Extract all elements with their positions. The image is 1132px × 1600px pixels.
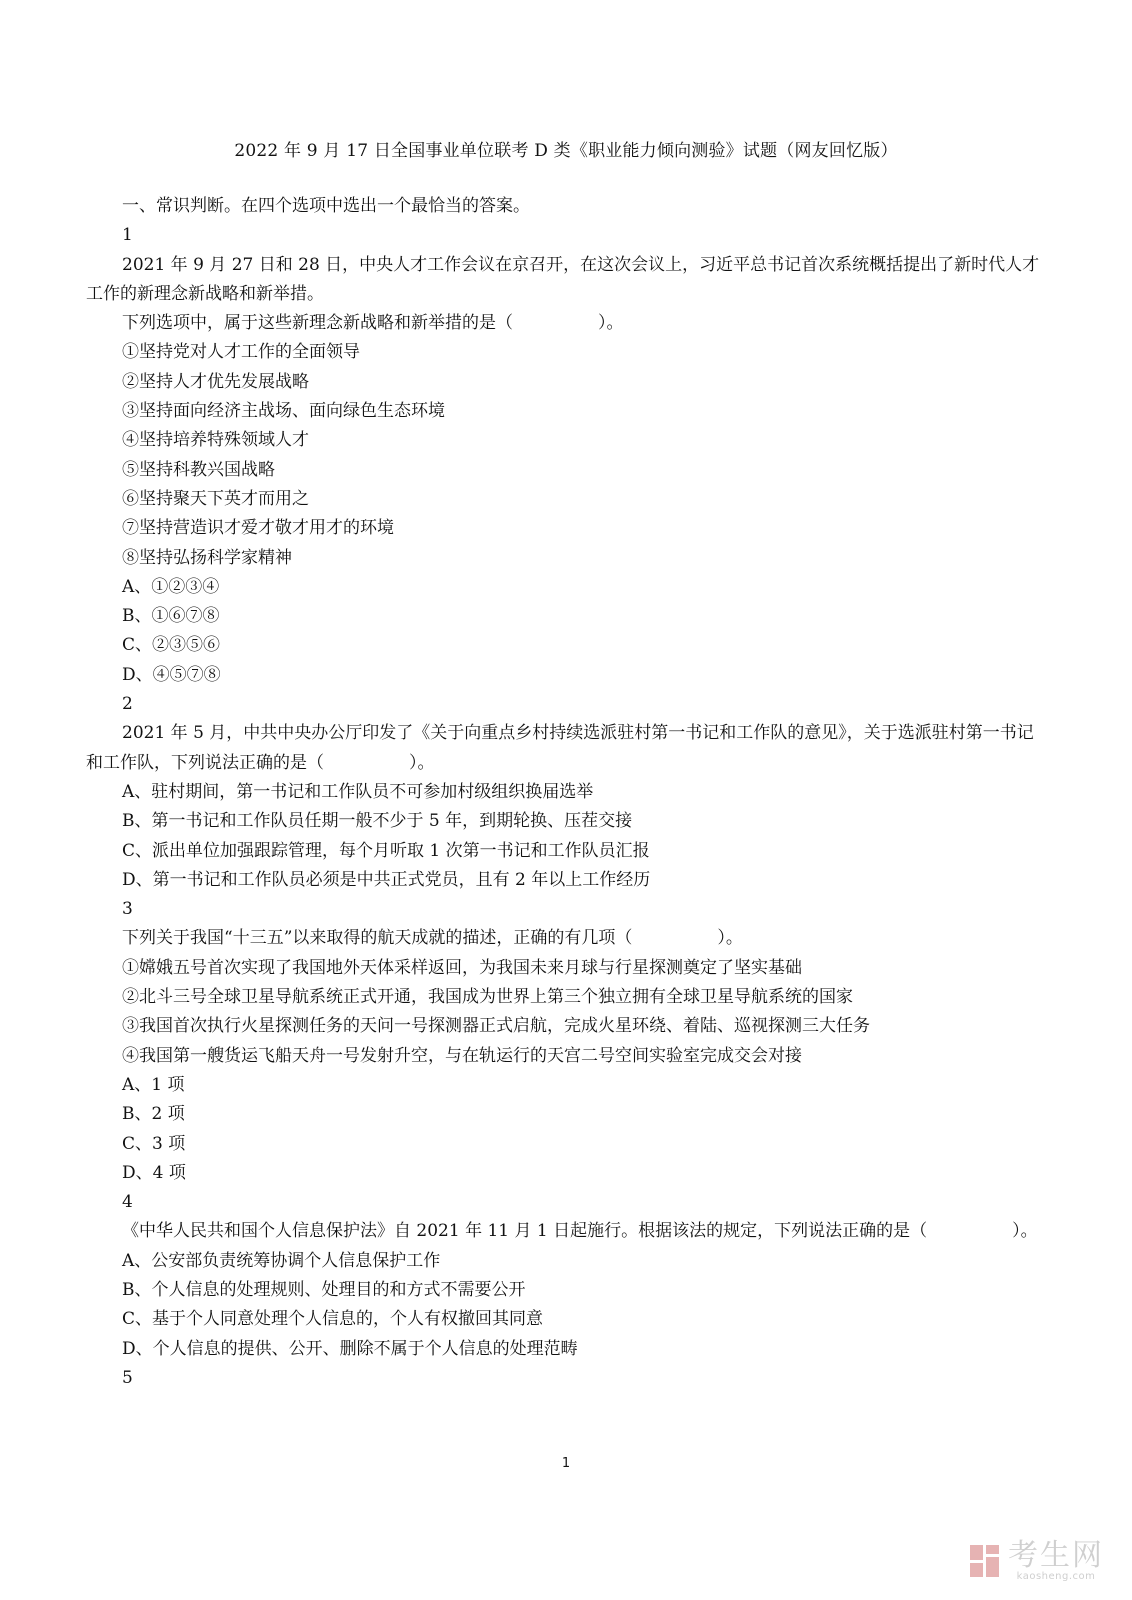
question-item: ①嫦娥五号首次实现了我国地外天体采样返回，为我国未来月球与行星探测奠定了坚实基础 <box>122 957 802 978</box>
question-item: ⑧坚持弘扬科学家精神 <box>122 547 292 568</box>
question-item: ③坚持面向经济主战场、面向绿色生态环境 <box>122 401 445 422</box>
watermark <box>968 1540 1104 1582</box>
page-number: 1 <box>561 1456 571 1471</box>
question-item: ④我国第一艘货运飞船天舟一号发射升空，与在轨运行的天宫二号空间实验室完成交会对接 <box>122 1045 802 1066</box>
answer-option: A、驻村期间，第一书记和工作队员不可参加村级组织换届选举 <box>122 781 594 802</box>
question-item: ①坚持党对人才工作的全面领导 <box>122 342 360 363</box>
question-item: ⑤坚持科教兴国战略 <box>122 459 275 480</box>
document-title: 2022 年 9 月 17 日全国事业单位联考 D 类《职业能力倾向测验》试题（网友回忆版） <box>234 141 898 161</box>
question-number: 3 <box>122 899 133 920</box>
question-number: 5 <box>122 1367 133 1388</box>
answer-option: A、1 项 <box>122 1074 185 1095</box>
question-item: ②坚持人才优先发展战略 <box>122 371 309 392</box>
answer-option: A、①②③④ <box>122 576 220 597</box>
question-prompt: 下列选项中，属于这些新理念新战略和新举措的是（ ）。 <box>122 313 624 334</box>
answer-option: D、4 项 <box>122 1162 186 1183</box>
question-stem: 2021 年 5 月，中共中央办公厅印发了《关于向重点乡村持续选派驻村第一书记和工作队的意见》，关于选派驻村第一书记和工作队，下列说法正确的是（ ）。 <box>86 723 1034 773</box>
question-stem: 《中华人民共和国个人信息保护法》自 2021 年 11 月 1 日起施行。根据该法的规定，下列说法正确的是（ ）。 <box>122 1221 1038 1242</box>
answer-option: A、公安部负责统筹协调个人信息保护工作 <box>122 1250 441 1271</box>
answer-option: C、派出单位加强跟踪管理，每个月听取 1 次第一书记和工作队员汇报 <box>122 840 650 861</box>
question-stem: 2021 年 9 月 27 日和 28 日，中央人才工作会议在京召开，在这次会议上，习近平总书记首次系统概括提出了新时代人才工作的新理念新战略和新举措。 <box>86 254 1040 304</box>
answer-option: C、3 项 <box>122 1133 186 1154</box>
answer-option: D、④⑤⑦⑧ <box>122 664 221 685</box>
kaosheng-logo-icon <box>968 1543 1002 1579</box>
question-prompt: 下列关于我国“十三五”以来取得的航天成就的描述，正确的有几项（ ）。 <box>122 928 743 949</box>
answer-option: C、②③⑤⑥ <box>122 635 221 656</box>
question-item: ④坚持培养特殊领域人才 <box>122 430 309 451</box>
question-number: 2 <box>122 694 133 715</box>
answer-option: D、第一书记和工作队员必须是中共正式党员，且有 2 年以上工作经历 <box>122 869 651 890</box>
answer-option: B、2 项 <box>122 1104 185 1125</box>
watermark-domain: kaosheng.com <box>1016 1571 1096 1582</box>
document-body <box>86 192 1048 1393</box>
answer-option: B、①⑥⑦⑧ <box>122 606 220 627</box>
question-item: ②北斗三号全球卫星导航系统正式开通，我国成为世界上第三个独立拥有全球卫星导航系统的国家 <box>122 987 853 1008</box>
section-heading: 一、常识判断。在四个选项中选出一个最恰当的答案。 <box>122 196 530 216</box>
answer-option: D、个人信息的提供、公开、删除不属于个人信息的处理范畴 <box>122 1338 578 1359</box>
answer-option: B、第一书记和工作队员任期一般不少于 5 年，到期轮换、压茬交接 <box>122 811 633 832</box>
answer-option: B、个人信息的处理规则、处理目的和方式不需要公开 <box>122 1279 526 1300</box>
question-number: 4 <box>122 1192 133 1213</box>
answer-option: C、基于个人同意处理个人信息的，个人有权撤回其同意 <box>122 1309 544 1330</box>
question-item: ⑦坚持营造识才爱才敬才用才的环境 <box>122 518 394 539</box>
question-item: ③我国首次执行火星探测任务的天问一号探测器正式启航，完成火星环绕、着陆、巡视探测三大任务 <box>122 1016 870 1037</box>
watermark-name: 考生网 <box>1008 1538 1104 1573</box>
question-item: ⑥坚持聚天下英才而用之 <box>122 488 309 509</box>
question-number: 1 <box>122 225 133 246</box>
